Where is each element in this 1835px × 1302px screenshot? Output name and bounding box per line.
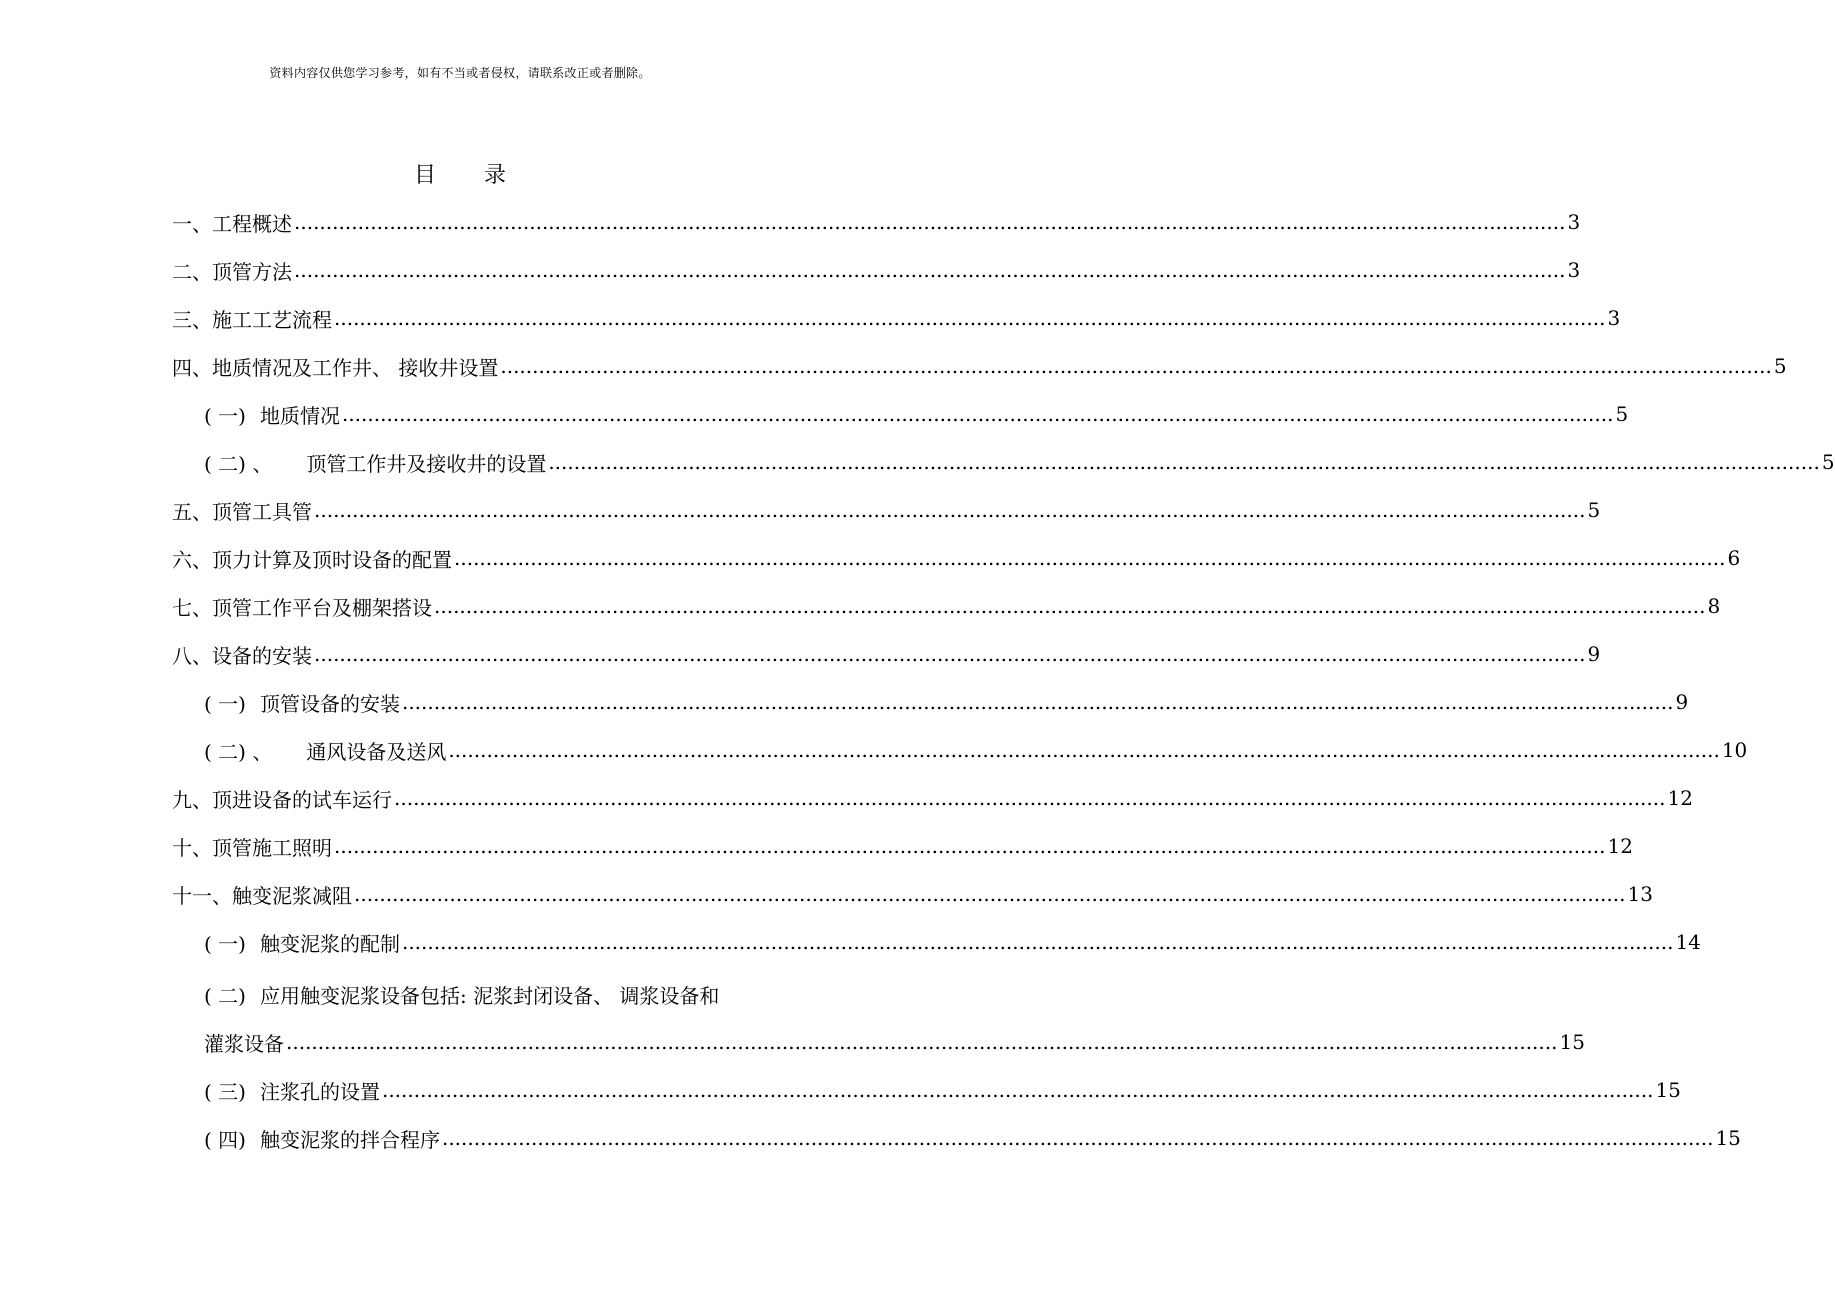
- toc-leader-dots: ........................................................................................................................................................................................................: [394, 786, 1666, 810]
- toc-entry-text: 触变泥浆的配制: [259, 931, 400, 956]
- disclaimer-notice: 资料内容仅供您学习参考，如有不当或者侵权，请联系改正或者删除。: [269, 66, 651, 80]
- toc-leader-dots: ........................................................................................................................................................................................................: [341, 402, 1614, 426]
- toc-entry-4[interactable]: [172, 342, 1787, 390]
- toc-entry-number: 三、: [172, 307, 212, 332]
- toc-entry-page: 10: [1721, 738, 1748, 762]
- toc-entry-text: 设备的安装: [212, 643, 312, 668]
- toc-entry-page: 5: [1773, 354, 1787, 378]
- toc-leader-dots: ........................................................................................................................................................................................................: [286, 1030, 1558, 1054]
- toc-leader-dots: ........................................................................................................................................................................................................: [401, 690, 1674, 714]
- toc-title-char-1: 目: [413, 163, 436, 188]
- toc-leader-dots: ........................................................................................................................................................................................................: [294, 210, 1566, 234]
- toc-entry-number: 六、: [172, 547, 212, 572]
- toc-entry-10[interactable]: [172, 822, 1633, 870]
- toc-entry-number: 十、: [172, 835, 212, 860]
- toc-leader-dots: ........................................................................................................................................................................................................: [381, 1078, 1654, 1102]
- toc-entry-number: ( 一): [204, 931, 246, 956]
- toc-leader-dots: ........................................................................................................................................................................................................: [334, 834, 1606, 858]
- toc-entry-text: 顶管设备的安装: [259, 691, 400, 716]
- toc-entry-text: 触变泥浆减阻: [232, 883, 352, 908]
- toc-entry-number: 四、: [172, 355, 212, 380]
- toc-entry-9[interactable]: [172, 774, 1693, 822]
- toc-leader-dots: ........................................................................................................................................................................................................: [314, 498, 1586, 522]
- toc-entry-8-1[interactable]: [204, 678, 1689, 726]
- toc-entry-text: 应用触变泥浆设备包括: 泥浆封闭设备、 调浆设备和: [259, 983, 720, 1008]
- toc-leader-dots: ........................................................................................................................................................................................................: [441, 1126, 1714, 1150]
- toc-entry-page: 9: [1675, 690, 1689, 714]
- toc-leader-dots: ........................................................................................................................................................................................................: [454, 546, 1726, 570]
- toc-entry-number: 七、: [172, 595, 212, 620]
- toc-entry-number: ( 二): [204, 983, 246, 1008]
- toc-title-char-2: 录: [484, 163, 507, 188]
- toc-entry-page: 5: [1821, 450, 1835, 474]
- toc-entry-number: ( 一): [204, 403, 246, 428]
- toc-entry-5[interactable]: [172, 486, 1601, 534]
- toc-entry-text-continued: 灌浆设备: [204, 1031, 284, 1056]
- toc-entry-page: 6: [1727, 546, 1741, 570]
- toc-leader-dots: ........................................................................................................................................................................................................: [314, 642, 1586, 666]
- toc-entry-page: 3: [1567, 210, 1581, 234]
- toc-entry-4-2[interactable]: [204, 438, 1835, 486]
- toc-entry-text: 顶管施工照明: [212, 835, 332, 860]
- toc-entry-text: 触变泥浆的拌合程序: [259, 1127, 440, 1152]
- toc-leader-dots: ........................................................................................................................................................................................................: [434, 594, 1706, 618]
- toc-entry-page: 9: [1587, 642, 1601, 666]
- toc-entry-page: 12: [1667, 786, 1693, 810]
- toc-entry-page: 15: [1715, 1126, 1741, 1150]
- toc-entry-3[interactable]: [172, 294, 1621, 342]
- toc-entry-number: 十一、: [172, 883, 232, 908]
- toc-entry-text: 顶进设备的试车运行: [212, 787, 392, 812]
- toc-entry-number: ( 四): [204, 1127, 246, 1152]
- toc-entry-8[interactable]: [172, 630, 1601, 678]
- toc-entry-text: 地质情况: [259, 403, 340, 428]
- toc-entry-8-2[interactable]: [204, 726, 1748, 774]
- toc-entry-page: 14: [1675, 930, 1701, 954]
- toc-leader-dots: ........................................................................................................................................................................................................: [548, 450, 1820, 474]
- toc-entry-number: 九、: [172, 787, 212, 812]
- toc-entry-page: 15: [1559, 1030, 1585, 1054]
- toc-leader-dots: ........................................................................................................................................................................................................: [354, 882, 1626, 906]
- toc-entry-number: 二、: [172, 259, 212, 284]
- toc-leader-dots: ........................................................................................................................................................................................................: [294, 258, 1566, 282]
- toc-entry-page: 15: [1655, 1078, 1681, 1102]
- toc-entry-text: 顶力计算及顶时设备的配置: [212, 547, 452, 572]
- toc-entry-text: 通风设备及送风: [306, 739, 447, 764]
- toc-entry-number: 一、: [172, 211, 212, 236]
- toc-entry-page: 12: [1607, 834, 1633, 858]
- toc-entry-page: 13: [1627, 882, 1653, 906]
- toc-entry-text: 顶管工具管: [212, 499, 312, 524]
- toc-leader-dots: ........................................................................................................................................................................................................: [401, 930, 1674, 954]
- toc-entry-text: 施工工艺流程: [212, 307, 332, 332]
- toc-entry-text: 顶管方法: [212, 259, 292, 284]
- toc-entry-text: 工程概述: [212, 211, 292, 236]
- toc-entry-page: 3: [1607, 306, 1621, 330]
- toc-entry-text: 地质情况及工作井、 接收井设置: [212, 355, 499, 380]
- toc-title: [0, 158, 920, 189]
- toc-leader-dots: ........................................................................................................................................................................................................: [500, 354, 1772, 378]
- toc-leader-dots: ........................................................................................................................................................................................................: [448, 738, 1720, 762]
- toc-entry-11-2[interactable]: [204, 970, 784, 1018]
- toc-entry-11-4[interactable]: [204, 1114, 1741, 1162]
- toc-entry-6[interactable]: [172, 534, 1741, 582]
- toc-entry-number: ( 一): [204, 691, 246, 716]
- toc-entry-number: 八、: [172, 643, 212, 668]
- toc-entry-number: ( 二) 、: [204, 739, 273, 764]
- toc-entry-text: 顶管工作井及接收井的设置: [306, 451, 547, 476]
- toc-entry-11-1[interactable]: [204, 918, 1701, 966]
- toc-entry-page: 3: [1567, 258, 1581, 282]
- toc-entry-text: 注浆孔的设置: [259, 1079, 380, 1104]
- toc-entry-7[interactable]: [172, 582, 1721, 630]
- toc-entry-number: ( 三): [204, 1079, 246, 1104]
- toc-entry-text: 顶管工作平台及棚架搭设: [212, 595, 432, 620]
- toc-entry-11[interactable]: [172, 870, 1653, 918]
- toc-entry-page: 5: [1587, 498, 1601, 522]
- toc-entry-number: 五、: [172, 499, 212, 524]
- toc-entry-4-1[interactable]: [204, 390, 1629, 438]
- toc-entry-1[interactable]: [172, 198, 1581, 246]
- toc-entry-2[interactable]: [172, 246, 1581, 294]
- toc-entry-11-3[interactable]: [204, 1066, 1681, 1114]
- toc-entry-number: ( 二) 、: [204, 451, 273, 476]
- toc-entry-page: 8: [1707, 594, 1721, 618]
- toc-entry-page: 5: [1615, 402, 1629, 426]
- toc-entry-11-2-cont[interactable]: [204, 1018, 1585, 1066]
- toc-leader-dots: ........................................................................................................................................................................................................: [334, 306, 1606, 330]
